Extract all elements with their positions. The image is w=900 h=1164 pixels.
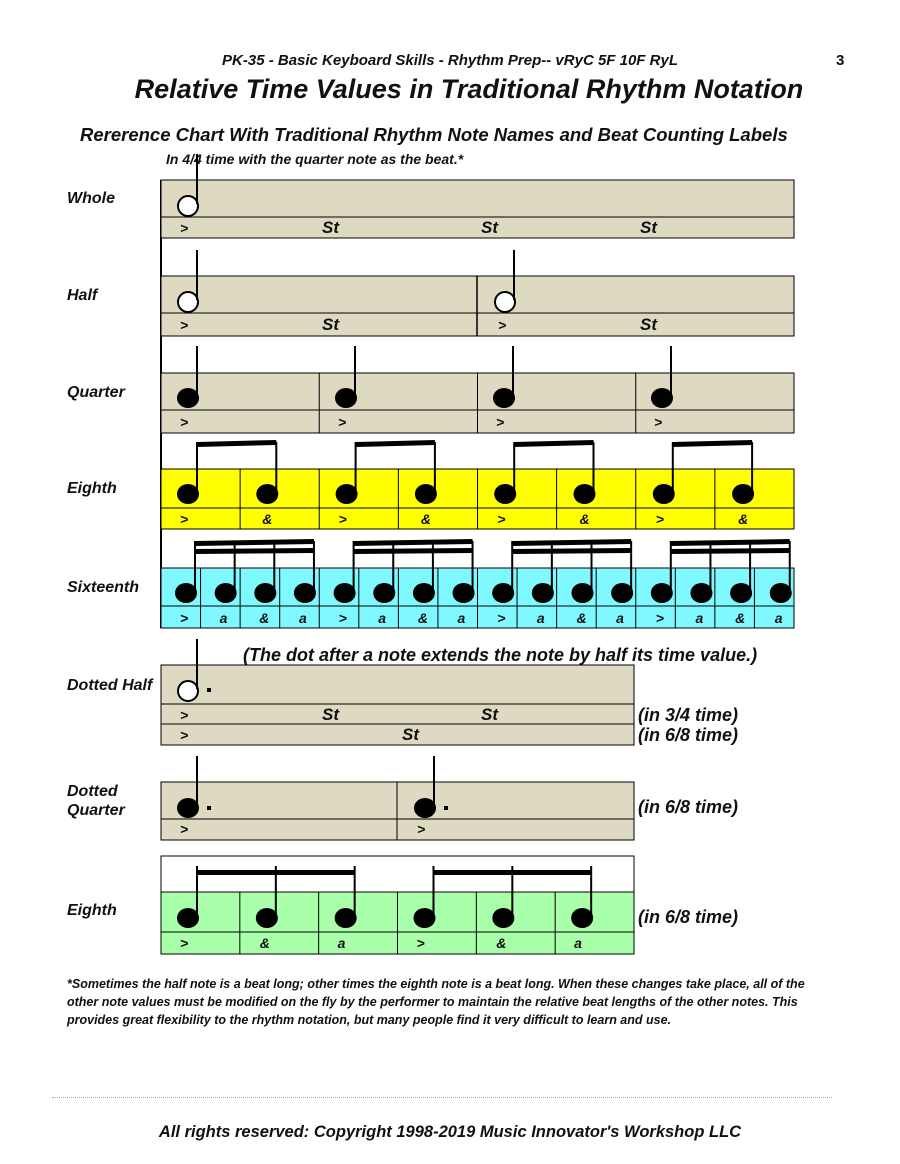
- filled-notehead: [256, 484, 278, 504]
- count-label: St: [640, 315, 657, 334]
- row-label-half: Half: [67, 287, 98, 304]
- count-label: >: [497, 511, 506, 527]
- augmentation-dot: [444, 806, 448, 810]
- filled-notehead: [177, 388, 199, 408]
- count-label: St: [481, 218, 498, 237]
- count-label: St: [481, 705, 498, 724]
- hollow-notehead: [178, 681, 198, 701]
- filled-notehead: [177, 484, 199, 504]
- count-label: >: [180, 220, 189, 236]
- filled-notehead: [571, 908, 593, 928]
- eighth-beam: [673, 440, 752, 447]
- filled-notehead: [413, 583, 435, 603]
- count-label: &: [576, 610, 587, 626]
- filled-notehead: [294, 583, 316, 603]
- count-label: a: [574, 935, 582, 951]
- count-label: &: [259, 935, 270, 951]
- count-label: a: [616, 610, 624, 626]
- count-label: a: [457, 610, 466, 626]
- count-label: &: [417, 610, 429, 626]
- eighth-68-beam: [434, 870, 592, 875]
- filled-notehead: [651, 583, 673, 603]
- filled-notehead: [492, 908, 514, 928]
- count-label: &: [420, 511, 432, 527]
- row-label-eighth-68: Eighth: [67, 902, 117, 919]
- row-label-sixteenth: Sixteenth: [67, 579, 140, 596]
- count-label: >: [654, 414, 663, 430]
- filled-notehead: [215, 583, 237, 603]
- count-label: >: [180, 610, 189, 626]
- filled-notehead: [254, 583, 276, 603]
- filled-notehead: [770, 583, 792, 603]
- hollow-notehead: [178, 196, 198, 216]
- filled-notehead: [690, 583, 712, 603]
- count-label: >: [497, 610, 506, 626]
- count-label: >: [180, 707, 189, 723]
- filled-notehead: [256, 908, 278, 928]
- sixteenth-beam: [354, 548, 473, 554]
- count-label: >: [180, 935, 189, 951]
- count-label: a: [337, 935, 346, 951]
- count-label: a: [774, 610, 783, 626]
- footnote: *Sometimes the half note is a beat long; other times the eighth note is a beat long. When these changes take place, all of the other note values must be modified on the fly by the performer to maintain the relative beat lengths of the other notes. This provides great flexibility to the rhythm notation, but many people find it very difficult to learn and use.: [67, 977, 805, 1027]
- row-label-dotted-half: Dotted Half: [67, 677, 153, 694]
- header-line: PK-35 - Basic Keyboard Skills - Rhythm Prep-- vRyC 5F 10F RyL: [222, 52, 678, 69]
- eighth-beam: [356, 440, 435, 447]
- count-label: &: [579, 511, 590, 527]
- filled-notehead: [730, 583, 752, 603]
- filled-notehead: [373, 583, 395, 603]
- count-label: >: [338, 610, 347, 626]
- sixteenth-beam: [512, 548, 631, 554]
- filled-notehead: [574, 484, 596, 504]
- count-label: a: [695, 610, 704, 626]
- dot-explanation: (The dot after a note extends the note by half its time value.): [243, 645, 758, 665]
- filled-notehead: [414, 798, 436, 818]
- count-label: >: [417, 821, 426, 837]
- chart-intro: In 4/4 time with the quarter note as the beat.*: [166, 151, 464, 167]
- sixteenth-beam: [512, 539, 631, 546]
- page-title: Relative Time Values in Traditional Rhythm Notation: [134, 74, 804, 104]
- filled-notehead: [532, 583, 554, 603]
- augmentation-dot: [207, 688, 211, 692]
- filled-notehead: [492, 583, 514, 603]
- filled-notehead: [732, 484, 754, 504]
- filled-notehead: [415, 484, 437, 504]
- filled-notehead: [653, 484, 675, 504]
- sixteenth-beam: [354, 539, 473, 546]
- count-label: >: [180, 414, 189, 430]
- count-label: >: [180, 727, 189, 743]
- time-sig-34-label: (in 3/4 time): [638, 705, 739, 725]
- filled-notehead: [335, 388, 357, 408]
- copyright: All rights reserved: Copyright 1998-2019 Music Innovator's Workshop LLC: [158, 1123, 742, 1141]
- count-label: >: [498, 317, 507, 333]
- count-label: &: [496, 935, 507, 951]
- filled-notehead: [336, 484, 358, 504]
- count-label: >: [655, 511, 664, 527]
- hollow-notehead: [178, 292, 198, 312]
- count-label: >: [338, 414, 347, 430]
- count-label: St: [322, 705, 339, 724]
- count-label: &: [735, 610, 746, 626]
- filled-notehead: [334, 583, 356, 603]
- dotted-half-band: [161, 665, 634, 745]
- eighth-beam: [514, 440, 593, 447]
- page-number: 3: [836, 52, 845, 69]
- count-label: >: [180, 317, 189, 333]
- filled-notehead: [572, 583, 594, 603]
- row-label-eighth: Eighth: [67, 480, 117, 497]
- sixteenth-beam: [671, 539, 790, 546]
- row-label-quarter: Quarter: [67, 384, 125, 401]
- count-label: a: [219, 610, 228, 626]
- count-label: a: [298, 610, 307, 626]
- dotted-quarter-time-label: (in 6/8 time): [638, 797, 739, 817]
- eighth-68-time-label: (in 6/8 time): [638, 907, 739, 927]
- count-label: &: [738, 511, 749, 527]
- count-label: >: [338, 511, 347, 527]
- count-label: >: [180, 821, 189, 837]
- chart-subtitle: Rererence Chart With Traditional Rhythm Note Names and Beat Counting Labels: [80, 124, 788, 145]
- count-label: St: [322, 218, 339, 237]
- hollow-notehead: [495, 292, 515, 312]
- count-label: >: [655, 610, 664, 626]
- whole-band: [161, 180, 794, 238]
- augmentation-dot: [207, 806, 211, 810]
- count-label: St: [640, 218, 657, 237]
- eighth-68-beam: [197, 870, 355, 875]
- sixteenth-beam: [195, 539, 314, 546]
- filled-notehead: [175, 583, 197, 603]
- count-label: St: [322, 315, 339, 334]
- filled-notehead: [651, 388, 673, 408]
- time-sig-68-label: (in 6/8 time): [638, 725, 739, 745]
- count-label: a: [378, 610, 387, 626]
- row-label-dotted-quarter: Dotted Quarter: [67, 783, 125, 819]
- filled-notehead: [177, 798, 199, 818]
- filled-notehead: [414, 908, 436, 928]
- sixteenth-beam: [195, 548, 314, 554]
- filled-notehead: [177, 908, 199, 928]
- eighth-beam: [197, 440, 276, 447]
- count-label: St: [402, 725, 419, 744]
- count-label: >: [496, 414, 505, 430]
- filled-notehead: [493, 388, 515, 408]
- count-label: >: [416, 935, 425, 951]
- filled-notehead: [335, 908, 357, 928]
- filled-notehead: [494, 484, 516, 504]
- sixteenth-beam: [671, 548, 790, 554]
- divider: [52, 1097, 832, 1098]
- filled-notehead: [453, 583, 475, 603]
- filled-notehead: [611, 583, 633, 603]
- count-label: &: [259, 610, 270, 626]
- count-label: a: [536, 610, 545, 626]
- row-label-whole: Whole: [67, 190, 115, 207]
- count-label: >: [180, 511, 189, 527]
- count-label: &: [262, 511, 273, 527]
